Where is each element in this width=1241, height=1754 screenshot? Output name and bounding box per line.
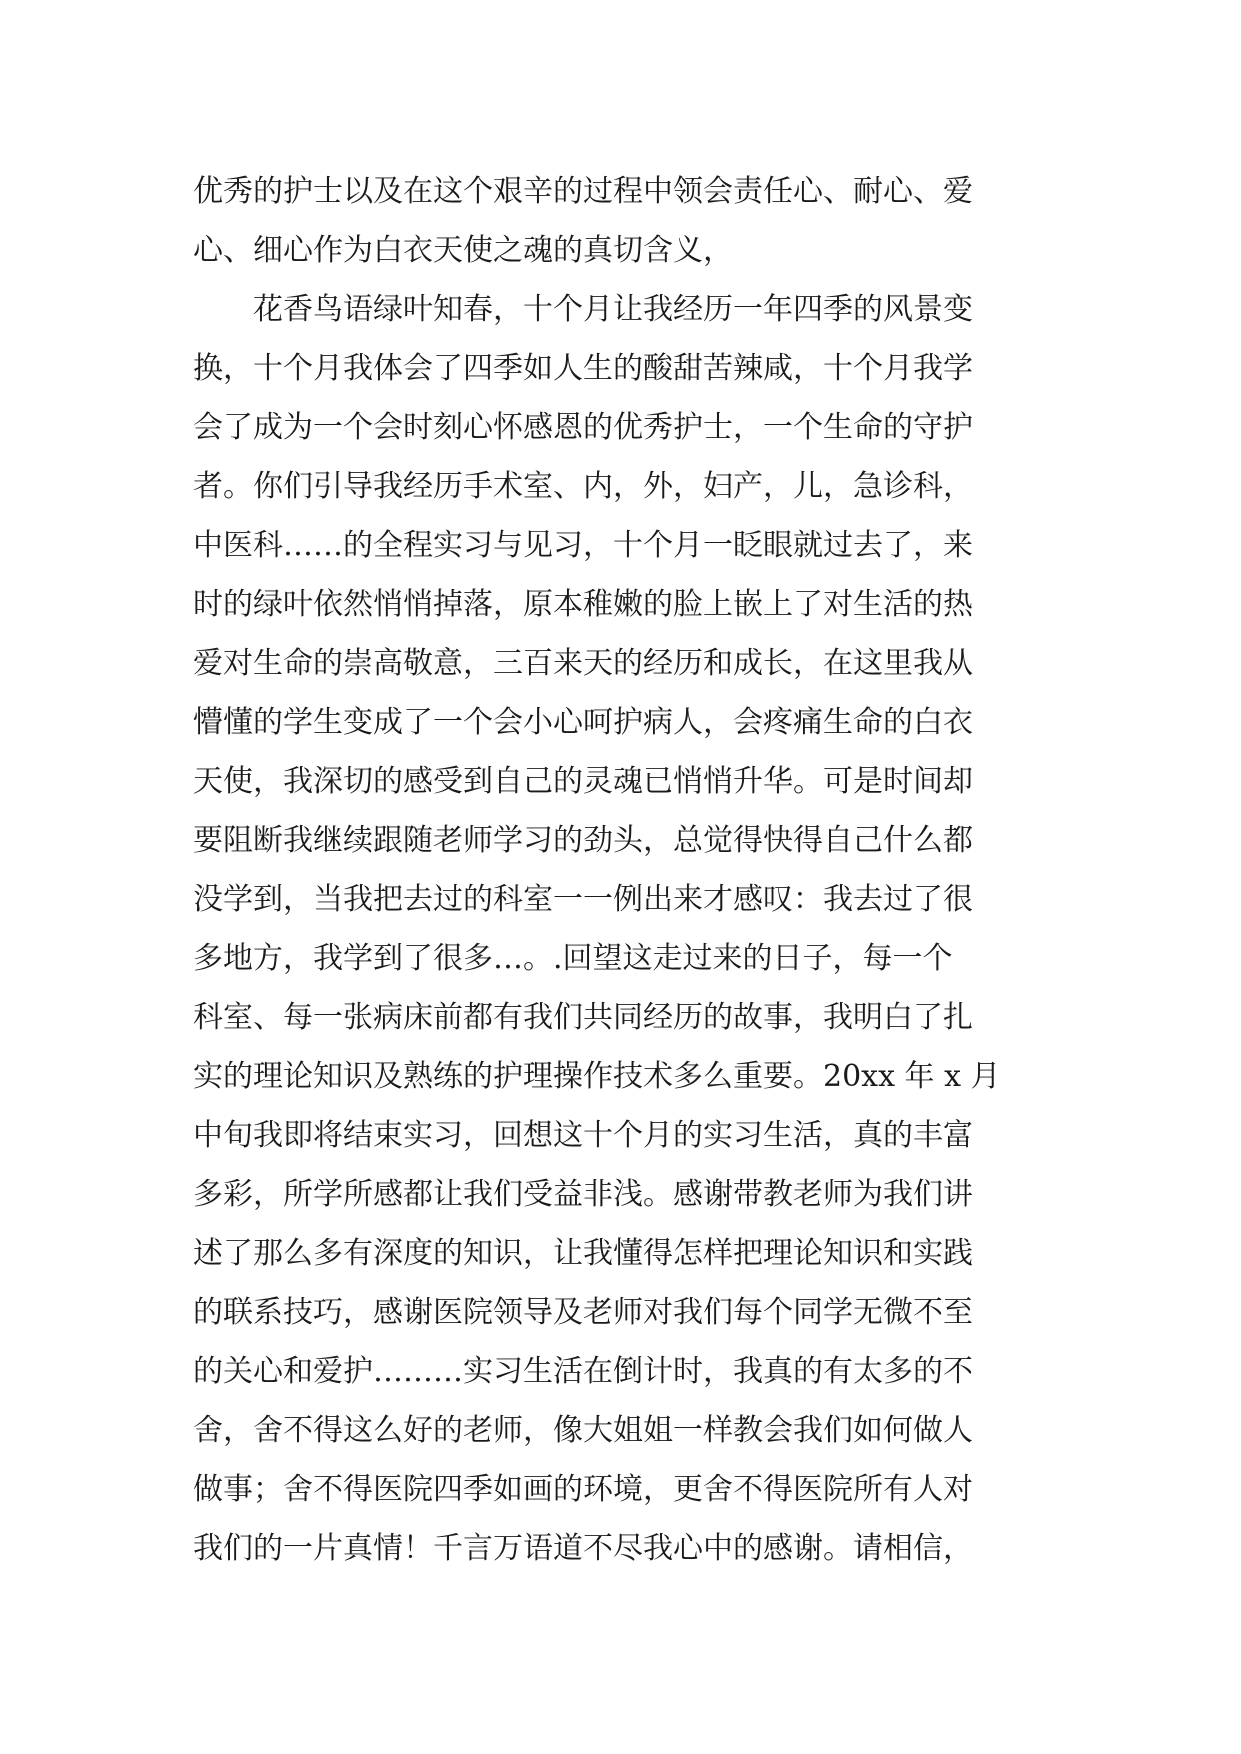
text-line: 者。你们引导我经历手术室、内，外，妇产，儿，急诊科， — [193, 469, 973, 504]
text-line: 爱对生命的崇高敬意，三百来天的经历和成长，在这里我从 — [193, 646, 973, 681]
text-line: 述了那么多有深度的知识，让我懂得怎样把理论知识和实践 — [193, 1236, 973, 1271]
text-line: 多彩，所学所感都让我们受益非浅。感谢带教老师为我们讲 — [193, 1177, 973, 1212]
text-line: 没学到，当我把去过的科室一一例出来才感叹：我去过了很 — [193, 882, 973, 917]
text-line: 多地方，我学到了很多…。.回望这走过来的日子，每一个 — [193, 941, 953, 976]
text-line: 我们的一片真情！千言万语道不尽我心中的感谢。请相信， — [193, 1531, 973, 1566]
text-line: 的关心和爱护………实习生活在倒计时，我真的有太多的不 — [193, 1354, 973, 1389]
text-line: 的联系技巧，感谢医院领导及老师对我们每个同学无微不至 — [193, 1295, 973, 1330]
text-line: 舍，舍不得这么好的老师，像大姐姐一样教会我们如何做人 — [193, 1413, 973, 1448]
body-text — [193, 162, 1063, 1578]
text-line: 时的绿叶依然悄悄掉落，原本稚嫩的脸上嵌上了对生活的热 — [193, 587, 973, 622]
text-line: 实的理论知识及熟练的护理操作技术多么重要。20xx 年 x 月 — [193, 1059, 1001, 1094]
text-line: 心、细心作为白衣天使之魂的真切含义， — [193, 233, 733, 268]
text-line: 换，十个月我体会了四季如人生的酸甜苦辣咸，十个月我学 — [193, 351, 973, 386]
text-line: 会了成为一个会时刻心怀感恩的优秀护士，一个生命的守护 — [193, 410, 973, 445]
text-line: 中医科……的全程实习与见习，十个月一眨眼就过去了，来 — [193, 528, 973, 563]
text-line: 懵懂的学生变成了一个会小心呵护病人，会疼痛生命的白衣 — [193, 705, 973, 740]
text-line: 做事；舍不得医院四季如画的环境，更舍不得医院所有人对 — [193, 1472, 973, 1507]
paragraph-first-line: 花香鸟语绿叶知春，十个月让我经历一年四季的风景变 — [253, 292, 973, 327]
text-line: 优秀的护士以及在这个艰辛的过程中领会责任心、耐心、爱 — [193, 174, 973, 209]
text-line: 天使，我深切的感受到自己的灵魂已悄悄升华。可是时间却 — [193, 764, 973, 799]
text-line: 中旬我即将结束实习，回想这十个月的实习生活，真的丰富 — [193, 1118, 973, 1153]
text-line: 要阻断我继续跟随老师学习的劲头，总觉得快得自己什么都 — [193, 823, 973, 858]
text-line: 科室、每一张病床前都有我们共同经历的故事，我明白了扎 — [193, 1000, 973, 1035]
